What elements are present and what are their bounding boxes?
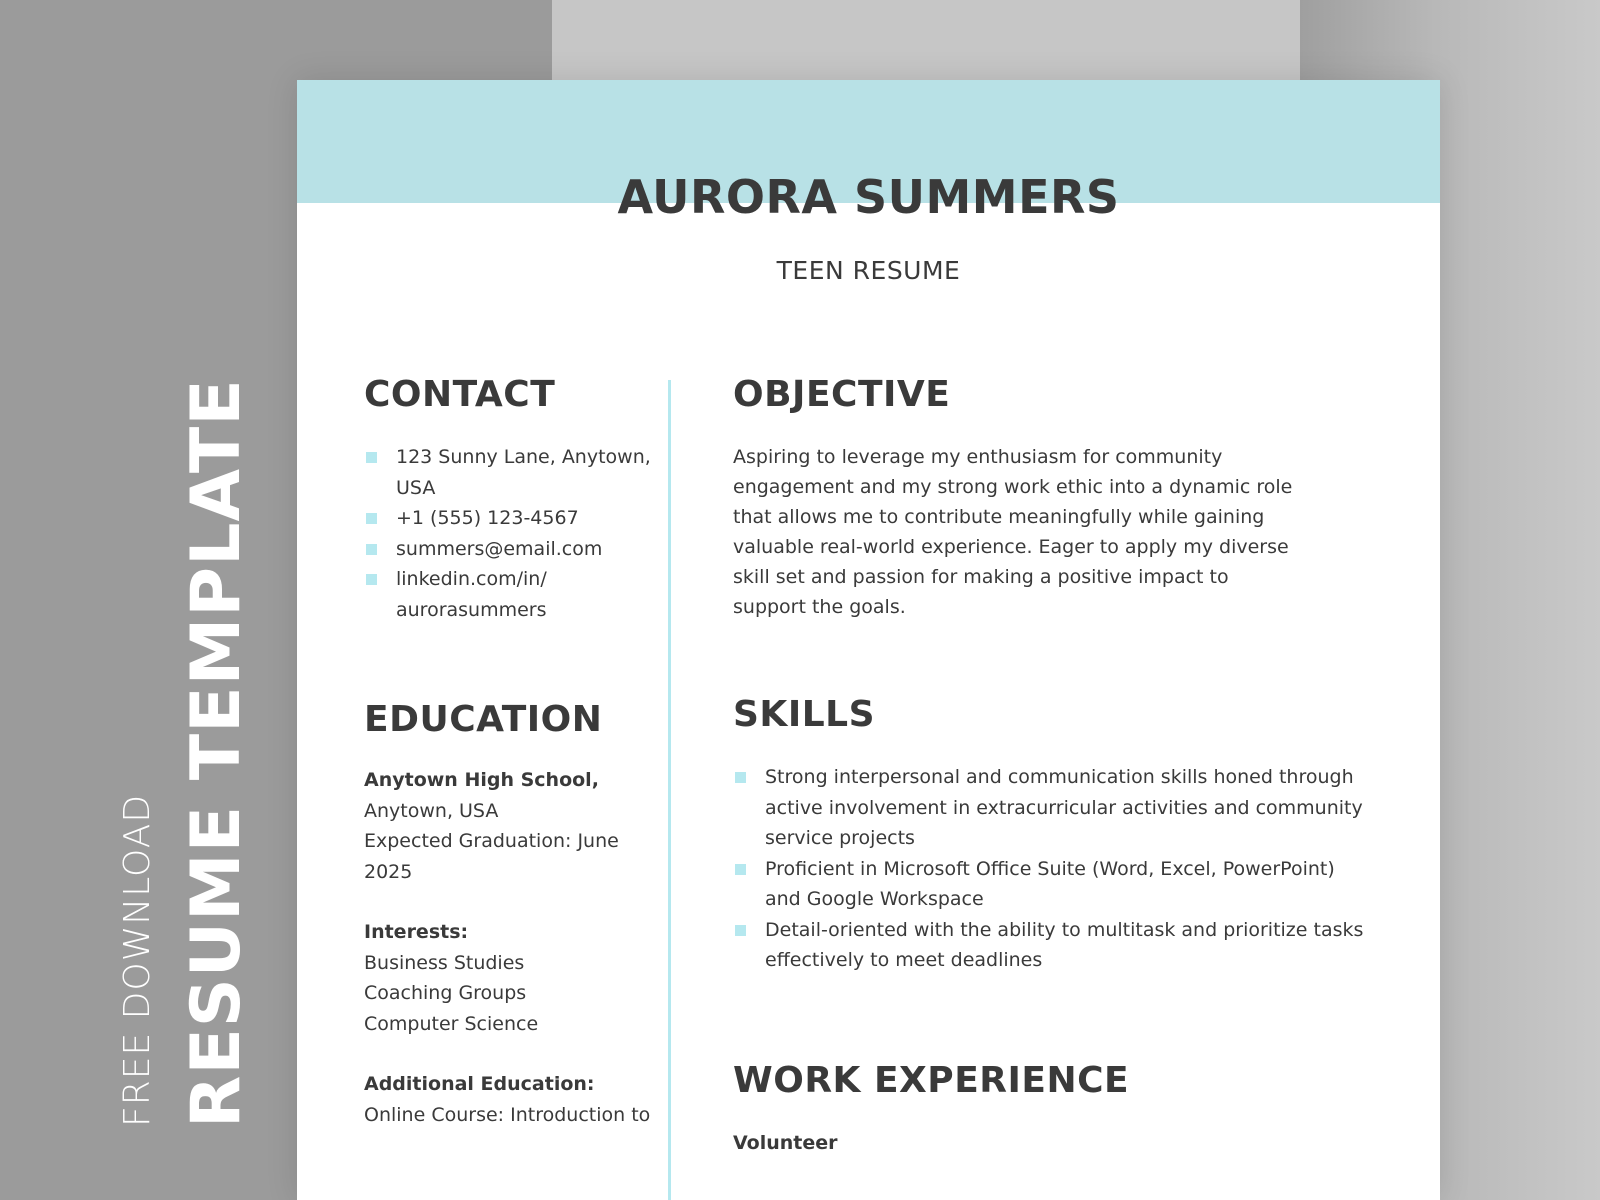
contact-list xyxy=(364,442,654,625)
additional-education-text: Online Course: Introduction to xyxy=(364,1103,651,1126)
interest-item: Business Studies xyxy=(364,951,525,974)
left-column xyxy=(364,370,654,1130)
skills-list xyxy=(733,762,1373,976)
interests-label: Interests: xyxy=(364,921,469,943)
skill-item: Detail-oriented with the ability to multitask and prioritize tasks effectively to meet deadlines xyxy=(733,915,1373,976)
contact-address: 123 Sunny Lane, Anytown, USA xyxy=(364,442,654,503)
resume-name: AURORA SUMMERS xyxy=(617,170,1120,224)
skills-heading: SKILLS xyxy=(733,694,876,735)
additional-education-label: Additional Education: xyxy=(364,1073,595,1095)
education-details xyxy=(364,765,654,1130)
skill-item: Strong interpersonal and communication skills honed through active involvement in extracurricular activities and community service projects xyxy=(733,762,1373,854)
side-free-download-label: FREE DOWNLOAD xyxy=(117,793,158,1127)
bullet-square-icon xyxy=(735,925,746,936)
work-experience-heading: WORK EXPERIENCE xyxy=(733,1059,1130,1101)
resume-subtitle: TEEN RESUME xyxy=(776,256,961,285)
objective-text: Aspiring to leverage my enthusiasm for community engagement and my strong work ethic into a dynamic role that allows me to contribute meaningfully while gaining valuable real-world experience. Eager to apply my diverse skill set and passion for making a positive impact to support the goals. xyxy=(733,446,1293,618)
bullet-square-icon xyxy=(735,864,746,875)
objective-heading: OBJECTIVE xyxy=(733,374,951,415)
contact-phone: +1 (555) 123-4567 xyxy=(364,503,654,534)
education-school: Anytown High School, xyxy=(364,769,599,791)
education-location: Anytown, USA xyxy=(364,799,499,822)
bullet-square-icon xyxy=(366,574,377,585)
bullet-square-icon xyxy=(366,544,377,555)
skill-item: Proficient in Microsoft Office Suite (Word, Excel, PowerPoint) and Google Workspace xyxy=(733,854,1373,915)
work-role: Volunteer xyxy=(733,1131,838,1154)
bullet-square-icon xyxy=(735,772,746,783)
interest-item: Computer Science xyxy=(364,1012,539,1035)
column-divider xyxy=(668,380,671,1200)
resume-page xyxy=(297,80,1440,1200)
contact-linkedin: linkedin.com/in/ aurorasummers xyxy=(364,564,654,625)
education-heading: EDUCATION xyxy=(364,699,603,740)
bullet-square-icon xyxy=(366,452,377,463)
bullet-square-icon xyxy=(366,513,377,524)
contact-heading: CONTACT xyxy=(364,374,556,415)
contact-email: summers@email.com xyxy=(364,534,654,565)
education-graduation: Expected Graduation: June 2025 xyxy=(364,830,619,883)
side-resume-template-title: RESUME TEMPLATE xyxy=(177,378,256,1128)
right-column xyxy=(733,370,1373,1158)
interest-item: Coaching Groups xyxy=(364,982,527,1004)
